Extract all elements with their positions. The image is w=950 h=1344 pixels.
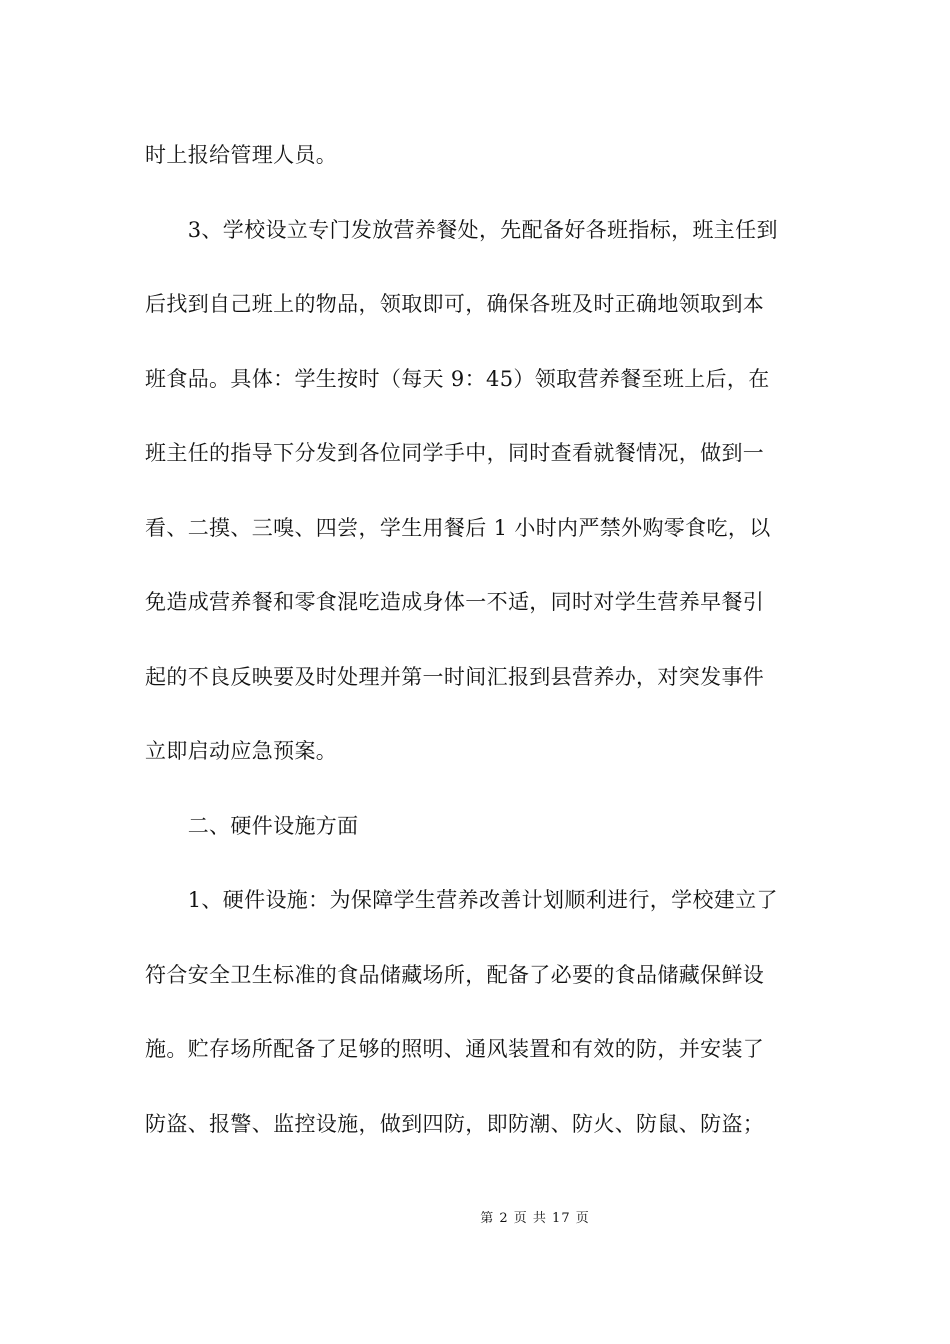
text-line: 3、学校设立专门发放营养餐处，先配备好各班指标，班主任到 bbox=[145, 217, 778, 242]
text-line: 看、二摸、三嗅、四尝，学生用餐后 1 小时内严禁外购零食吃，以 bbox=[145, 515, 771, 540]
text-line: 后找到自己班上的物品，领取即可，确保各班及时正确地领取到本 bbox=[145, 292, 765, 316]
text-line: 免造成营养餐和零食混吃造成身体一不适，同时对学生营养早餐引 bbox=[145, 590, 765, 614]
text-line: 时上报给管理人员。 bbox=[145, 143, 338, 167]
document-body bbox=[145, 131, 805, 1174]
text-line: 防盗、报警、监控设施，做到四防，即防潮、防火、防鼠、防盗； bbox=[145, 1111, 765, 1136]
text-line: 1、硬件设施：为保障学生营养改善计划顺利进行，学校建立了 bbox=[145, 888, 778, 912]
page-number-footer: 第 2 页 共 17 页 bbox=[480, 1211, 590, 1226]
text-line: 符合安全卫生标准的食品储藏场所，配备了必要的食品储藏保鲜设 bbox=[145, 962, 765, 987]
text-line: 班食品。具体：学生按时（每天 9：45）领取营养餐至班上后，在 bbox=[145, 366, 770, 391]
text-line: 起的不良反映要及时处理并第一时间汇报到县营养办，对突发事件 bbox=[145, 664, 765, 689]
text-line: 立即启动应急预案。 bbox=[145, 739, 338, 763]
section-heading: 二、硬件设施方面 bbox=[145, 813, 359, 838]
text-line: 施。贮存场所配备了足够的照明、通风装置和有效的防，并安装了 bbox=[145, 1037, 765, 1061]
text-line: 班主任的指导下分发到各位同学手中，同时查看就餐情况，做到一 bbox=[145, 441, 765, 465]
